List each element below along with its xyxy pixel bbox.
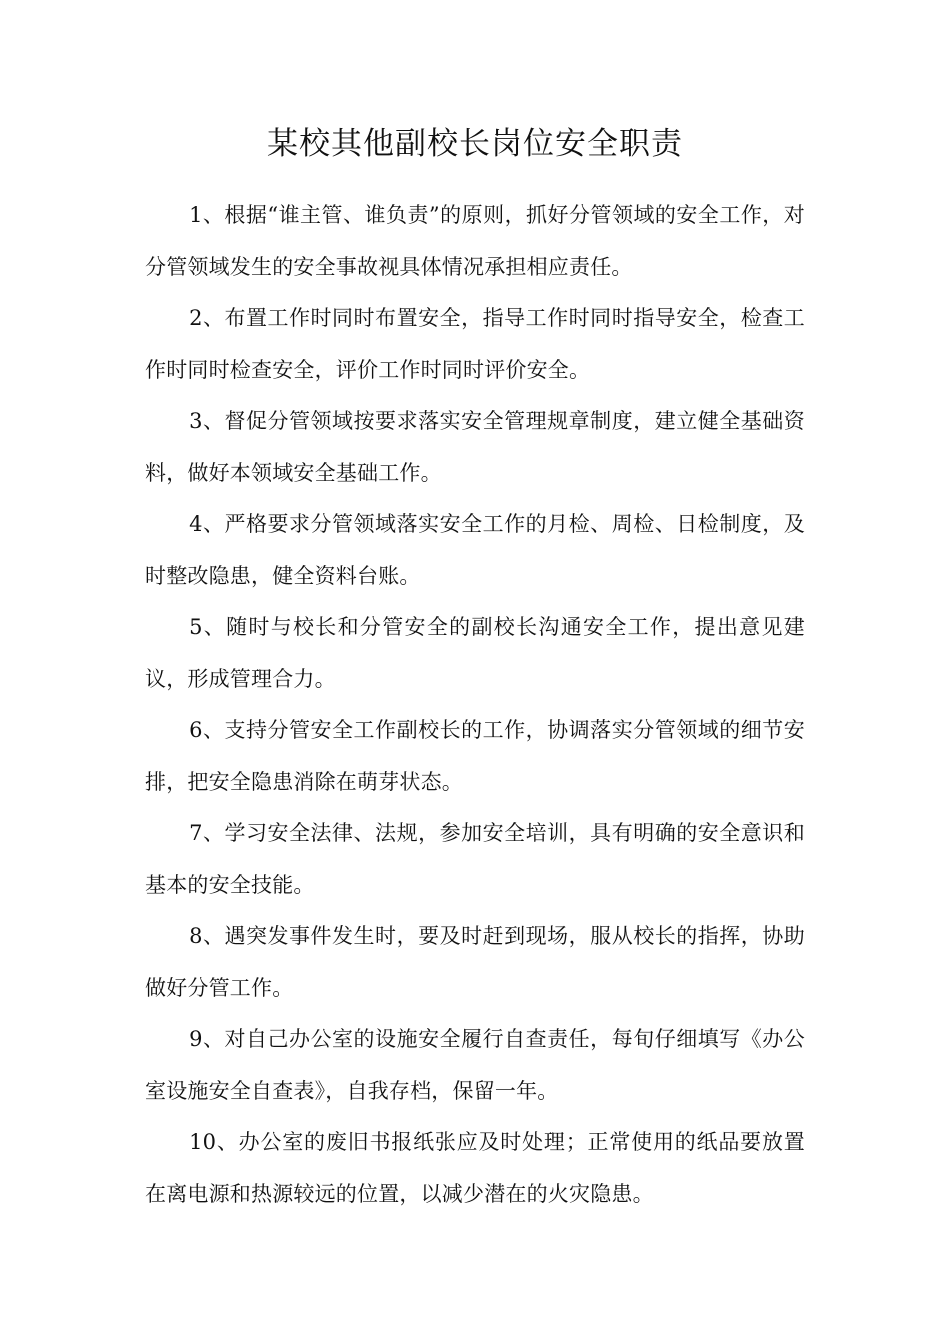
document-body [145, 190, 805, 1220]
duty-item-7: 7、学习安全法律、法规，参加安全培训，具有明确的安全意识和基本的安全技能。 [145, 821, 805, 897]
duty-item-1: 1、根据“谁主管、谁负责”的原则，抓好分管领域的安全工作，对分管领域发生的安全事故视具体情况承担相应责任。 [145, 203, 805, 279]
duty-item-10: 10、办公室的废旧书报纸张应及时处理；正常使用的纸品要放置在离电源和热源较远的位置，以减少潜在的火灾隐患。 [145, 1130, 805, 1206]
duty-item-3: 3、督促分管领域按要求落实安全管理规章制度，建立健全基础资料，做好本领域安全基础工作。 [145, 409, 805, 485]
duty-item-4: 4、严格要求分管领域落实安全工作的月检、周检、日检制度，及时整改隐患，健全资料台账。 [145, 512, 805, 588]
duty-item-9: 9、对自己办公室的设施安全履行自查责任，每旬仔细填写《办公室设施安全自查表》，自我存档，保留一年。 [145, 1027, 805, 1103]
duty-item-6: 6、支持分管安全工作副校长的工作，协调落实分管领域的细节安排，把安全隐患消除在萌芽状态。 [145, 718, 805, 794]
duty-item-5: 5、随时与校长和分管安全的副校长沟通安全工作，提出意见建议，形成管理合力。 [145, 615, 805, 691]
duty-item-2: 2、布置工作时同时布置安全，指导工作时同时指导安全，检查工作时同时检查安全，评价工作时同时评价安全。 [145, 306, 805, 382]
document-title: 某校其他副校长岗位安全职责 [267, 126, 683, 162]
duty-item-8: 8、遇突发事件发生时，要及时赶到现场，服从校长的指挥，协助做好分管工作。 [145, 924, 805, 1000]
